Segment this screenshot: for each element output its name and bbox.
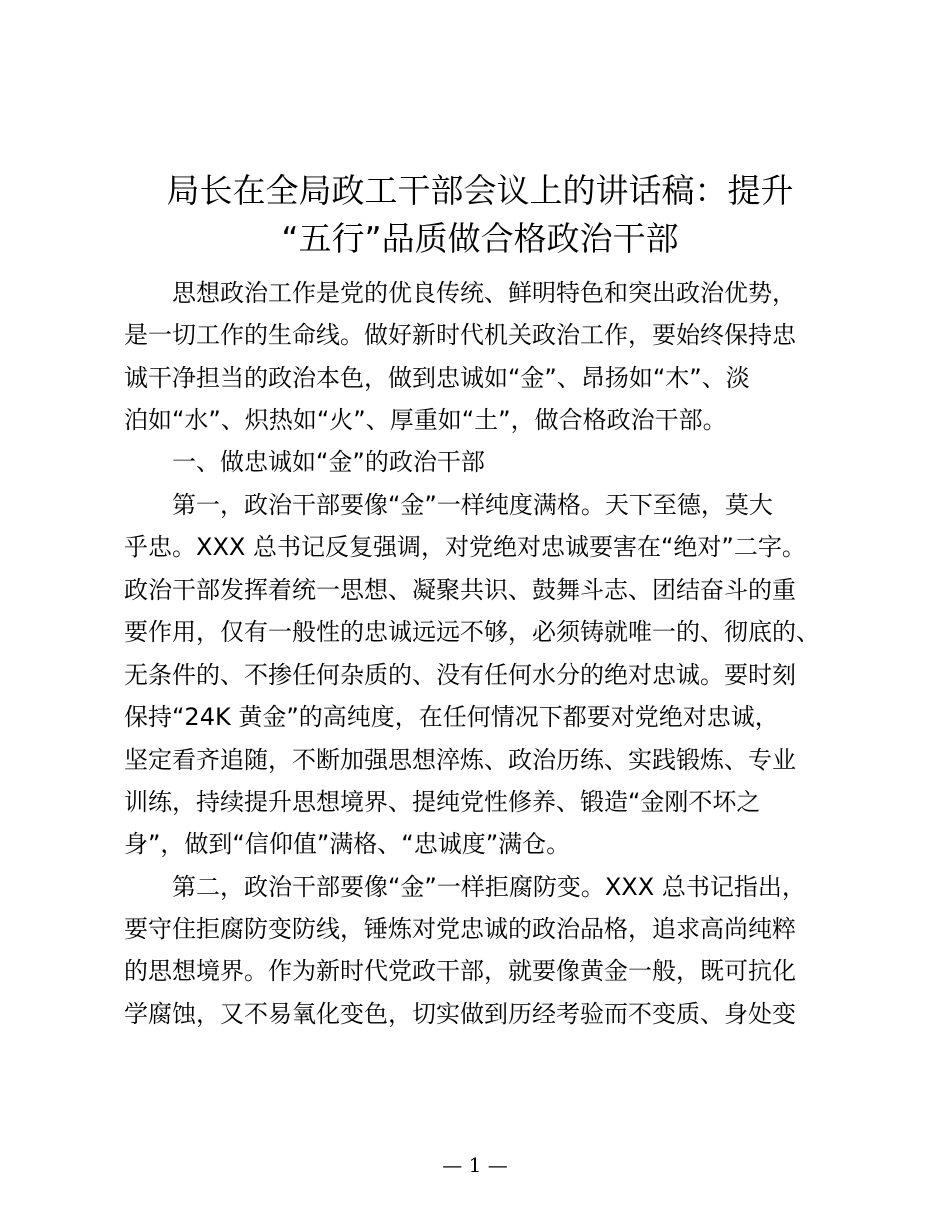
body-line: 训练，持续提升思想境界、提纯党性修养、锻造“金刚不坏之 xyxy=(124,788,761,816)
body-line: 保持“24K 黄金”的高纯度，在任何情况下都要对党绝对忠诚， xyxy=(124,703,779,731)
document-title-line-2: “五行”品质做合格政治干部 xyxy=(281,219,679,258)
body-line: 政治干部发挥着统一思想、凝聚共识、鼓舞斗志、团结奋斗的重 xyxy=(124,576,796,604)
body-line: 要守住拒腐防变防线，锤炼对党忠诚的政治品格，追求高尚纯粹 xyxy=(124,915,796,943)
body-line: 泊如“水”、炽热如“火”、厚重如“土”，做合格政治干部。 xyxy=(124,406,727,434)
body-line: 坚定看齐追随，不断加强思想淬炼、政治历练、实践锻炼、专业 xyxy=(124,746,796,774)
body-line: 诚干净担当的政治本色，做到忠诚如“金”、昂扬如“木”、淡 xyxy=(124,364,750,392)
body-line: 是一切工作的生命线。做好新时代机关政治工作，要始终保持忠 xyxy=(124,321,796,349)
document-title-line-1: 局长在全局政工干部会议上的讲话稿：提升 xyxy=(166,171,794,210)
body-line: 要作用，仅有一般性的忠诚远远不够，必须铸就唯一的、彻底的、 xyxy=(124,618,820,646)
body-line: 思想政治工作是党的优良传统、鲜明特色和突出政治优势， xyxy=(124,279,796,307)
body-line: 无条件的、不掺任何杂质的、没有任何水分的绝对忠诚。要时刻 xyxy=(124,661,796,689)
body-line: 的思想境界。作为新时代党政干部，就要像黄金一般，既可抗化 xyxy=(124,957,796,985)
body-line: 一、做忠诚如“金”的政治干部 xyxy=(124,448,485,476)
body-line: 第一，政治干部要像“金”一样纯度满格。天下至德，莫大 xyxy=(124,491,773,519)
body-line: 第二，政治干部要像“金”一样拒腐防变。XXX 总书记指出， xyxy=(124,873,806,901)
page-number: — 1 — xyxy=(442,1153,508,1177)
body-line: 学腐蚀，又不易氧化变色，切实做到历经考验而不变质、身处变 xyxy=(124,1000,796,1028)
body-line: 乎忠。XXX 总书记反复强调，对党绝对忠诚要害在“绝对”二字。 xyxy=(124,533,806,561)
body-line: 身”，做到“信仰值”满格、“忠诚度”满仓。 xyxy=(124,830,571,858)
